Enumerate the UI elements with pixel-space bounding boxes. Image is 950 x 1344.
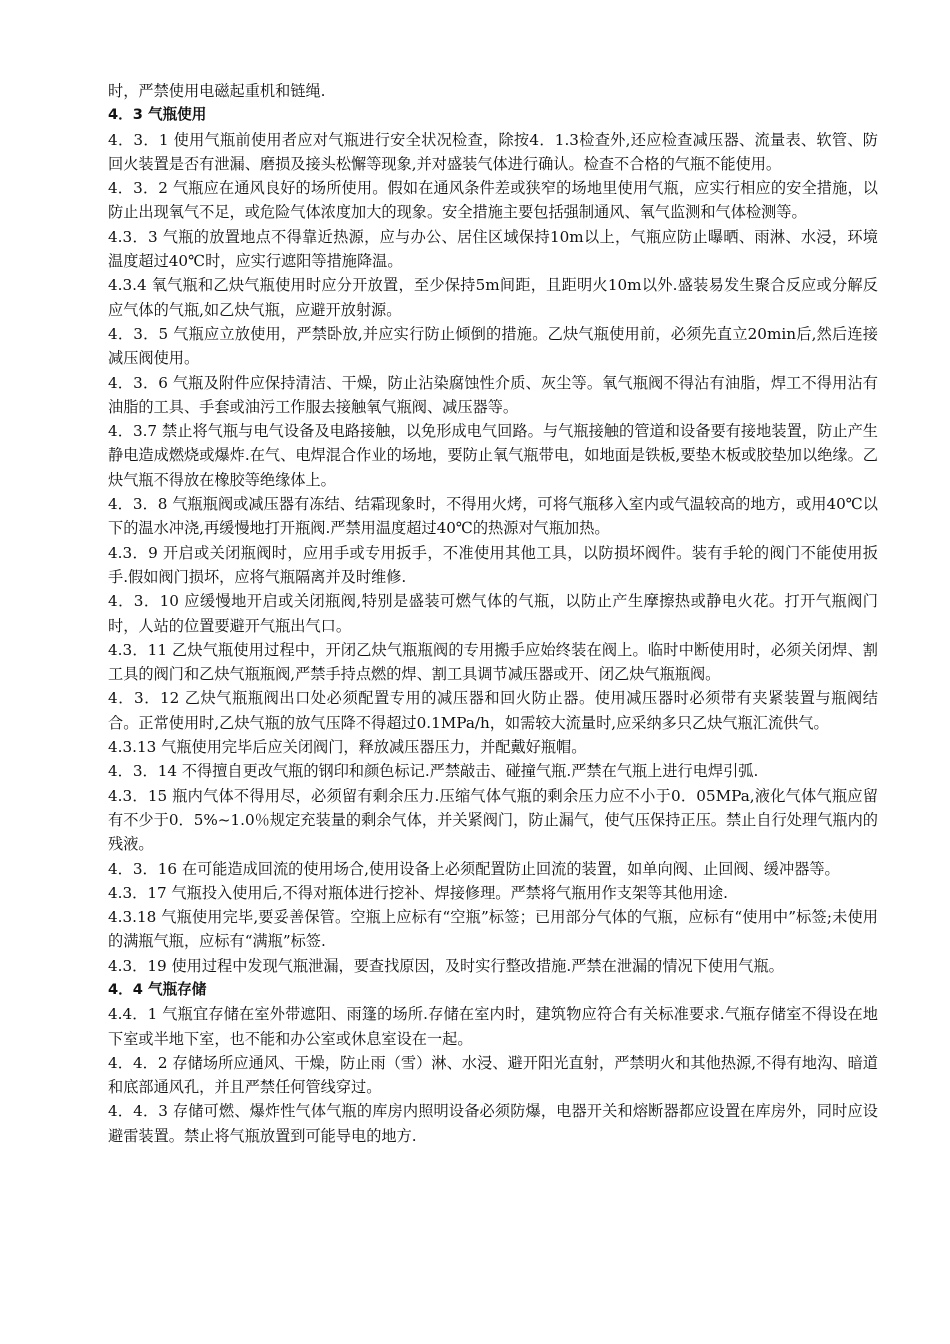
paragraph: 时，严禁使用电磁起重机和链绳.	[108, 82, 326, 100]
paragraph: 4．3．5 气瓶应立放使用，严禁卧放,并应实行防止倾倒的措施。乙炔气瓶使用前，必须先直立20min后,然后连接减压阀使用。	[108, 324, 878, 368]
paragraph: 4．3．6 气瓶及附件应保持清洁、干燥，防止沾染腐蚀性介质、灰尘等。氧气瓶阀不得沾有油脂，焊工不得用沾有油脂的工具、手套或油污工作服去接触氧气瓶阀、减压器等。	[108, 373, 878, 416]
paragraph: 4．4．2 存储场所应通风、干燥，防止雨（雪）淋、水浸、避开阳光直射，严禁明火和其他热源,不得有地沟、暗道和底部通风孔，并且严禁任何管线穿过。	[108, 1053, 878, 1097]
section-heading-gas-cylinder-use: 4．3 气瓶使用	[108, 106, 207, 124]
paragraph: 4.3．9 开启或关闭瓶阀时，应用手或专用扳手，不准使用其他工具，以防损坏阀件。装有手轮的阀门不能使用扳手.假如阀门损坏，应将气瓶隔离并及时维修.	[108, 543, 878, 586]
section-heading-gas-cylinder-storage: 4．4 气瓶存储	[108, 980, 207, 998]
paragraph: 4．3．1 使用气瓶前使用者应对气瓶进行安全状况检查，除按4．1.3检查外,还应检查减压器、流量表、软管、防回火装置是否有泄漏、磨损及接头松懈等现象,并对盛装气体进行确认。检查不合格的气瓶不能使用。	[108, 130, 878, 173]
paragraph: 4.3．19 使用过程中发现气瓶泄漏，要查找原因，及时实行整改措施.严禁在泄漏的情况下使用气瓶。	[108, 956, 784, 975]
paragraph: 4.3．3 气瓶的放置地点不得靠近热源，应与办公、居住区域保持10m以上，气瓶应防止曝晒、雨淋、水浸，环境温度超过40℃时，应实行遮阳等措施降温。	[108, 227, 878, 271]
paragraph: 4．3．14 不得擅自更改气瓶的钢印和颜色标记.严禁敲击、碰撞气瓶.严禁在气瓶上进行电焊引弧.	[108, 762, 759, 781]
paragraph: 4．3.7 禁止将气瓶与电气设备及电路接触，以免形成电气回路。与气瓶接触的管道和设备要有接地装置，防止产生静电造成燃烧或爆炸.在气、电焊混合作业的场地，要防止氧气瓶带电，如地面是铁板,要垫木板或胶垫加以绝缘。乙炔气瓶不得放在橡胶等绝缘体上。	[108, 422, 878, 489]
paragraph: 4.3．17 气瓶投入使用后,不得对瓶体进行挖补、焊接修理。严禁将气瓶用作支架等其他用途.	[108, 883, 728, 902]
paragraph: 4.3．11 乙炔气瓶使用过程中，开闭乙炔气瓶瓶阀的专用搬手应始终装在阀上。临时中断使用时，必须关闭焊、割工具的阀门和乙炔气瓶瓶阀,严禁手持点燃的焊、割工具调节减压器或开、闭乙炔气瓶瓶阀。	[108, 640, 878, 684]
paragraph: 4.3.13 气瓶使用完毕后应关闭阀门，释放减压器压力，并配戴好瓶帽。	[108, 738, 587, 757]
paragraph: 4.3．15 瓶内气体不得用尽，必须留有剩余压力.压缩气体气瓶的剩余压力应不小于0．05MPa,液化气体气瓶应留有不少于0．5%~1.0％规定充装量的剩余气体，并关紧阀门，防止漏气，使气压保持正压。禁止自行处理气瓶内的残液。	[108, 786, 878, 854]
paragraph: 4．3．2 气瓶应在通风良好的场所使用。假如在通风条件差或狭窄的场地里使用气瓶，应实行相应的安全措施，以防止出现氧气不足，或危险气体浓度加大的现象。安全措施主要包括强制通风、氧气监测和气体检测等。	[108, 179, 878, 222]
paragraph: 4．3．16 在可能造成回流的使用场合,使用设备上必须配置防止回流的装置，如单向阀、止回阀、缓冲器等。	[108, 859, 840, 878]
document-page	[108, 79, 878, 1148]
paragraph: 4．4．3 存储可燃、爆炸性气体气瓶的库房内照明设备必须防爆，电器开关和熔断器都应设置在库房外，同时应设避雷装置。禁止将气瓶放置到可能导电的地方.	[108, 1102, 878, 1145]
paragraph: 4．3．8 气瓶瓶阀或减压器有冻结、结霜现象时，不得用火烤，可将气瓶移入室内或气温较高的地方，或用40℃以下的温水冲浇,再缓慢地打开瓶阀.严禁用温度超过40℃的热源对气瓶加热。	[108, 495, 878, 538]
paragraph: 4.3.4 氧气瓶和乙炔气瓶使用时应分开放置，至少保持5m间距，且距明火10m以外.盛装易发生聚合反应或分解反应气体的气瓶,如乙炔气瓶，应避开放射源。	[108, 276, 878, 319]
paragraph: 4．3．12 乙炔气瓶瓶阀出口处必须配置专用的减压器和回火防止器。使用减压器时必须带有夹紧装置与瓶阀结合。正常使用时,乙炔气瓶的放气压降不得超过0.1MPa/h，如需较大流量时,应采纳多只乙炔气瓶汇流供气。	[108, 689, 878, 732]
paragraph: 4．3．10 应缓慢地开启或关闭瓶阀,特别是盛装可燃气体的气瓶，以防止产生摩擦热或静电火花。打开气瓶阀门时，人站的位置要避开气瓶出气口。	[108, 592, 878, 635]
paragraph: 4.4．1 气瓶宜存储在室外带遮阳、雨篷的场所.存储在室内时，建筑物应符合有关标准要求.气瓶存储室不得设在地下室或半地下室，也不能和办公室或休息室设在一起。	[108, 1005, 878, 1048]
paragraph: 4.3.18 气瓶使用完毕,要妥善保管。空瓶上应标有“空瓶”标签；已用部分气体的气瓶，应标有“使用中”标签;未使用的满瓶气瓶，应标有“满瓶”标签.	[108, 908, 878, 951]
